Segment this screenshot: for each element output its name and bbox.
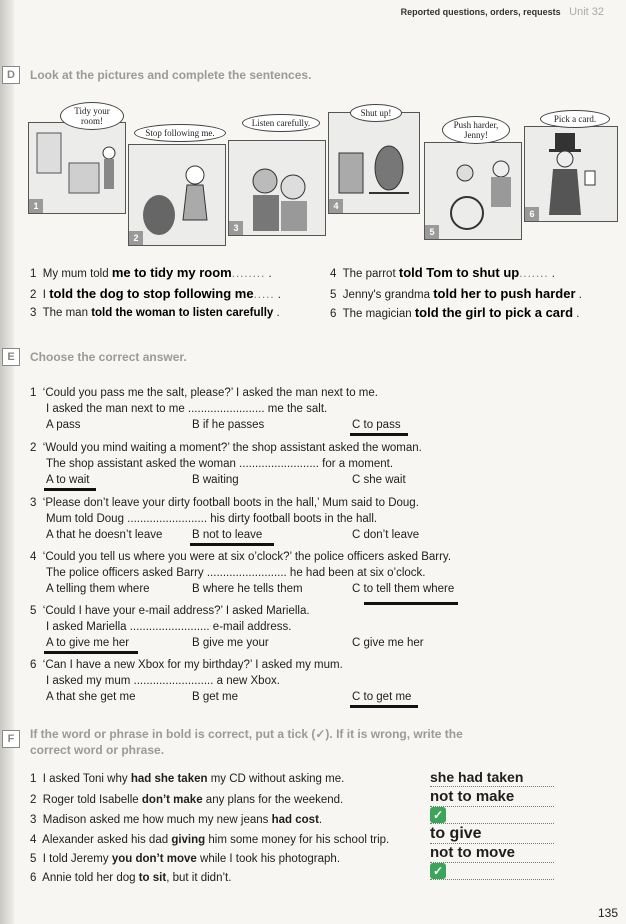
f-item-4: 4 Alexander asked his dad giving him some money for his school trip. [30,834,390,846]
picture-number: 4 [329,199,343,213]
check-icon: ✓ [430,807,446,823]
check-icon: ✓ [430,863,446,879]
e-q5-option-c[interactable]: C give me her [352,637,424,649]
e-q1-prompt: 1 ‘Could you pass me the salt, please?’ I asked the man next to me. [30,387,378,399]
e-q2-sentence: The shop assistant asked the woman ......................... for a moment. [46,458,394,470]
e-q3-answer-underline [190,543,274,546]
e-q3-option-b[interactable]: B not to leave [192,529,263,541]
page-binding-shadow [0,0,14,924]
picture-1 [28,122,126,214]
header-unit: Unit 32 [569,6,604,18]
f-item-6: 6 Annie told her dog to sit, but it didn’t. [30,872,232,884]
section-d-instruction: Look at the pictures and complete the sentences. [30,68,312,82]
picture-number: 3 [229,221,243,235]
f-answer-6[interactable] [430,862,554,880]
d-item-2: 2 I told the dog to stop following me..... . [30,286,281,301]
picture-3 [228,140,326,236]
e-q4-option-c[interactable]: C to tell them where [352,583,455,595]
e-q2-answer-underline [44,488,96,491]
speech-bubble-4: Shut up! [350,104,402,122]
d-item-3: 3 The man told the woman to listen carefully . [30,307,280,319]
e-q6-sentence: I asked my mum ......................... a new Xbox. [46,675,280,687]
e-q6-option-b[interactable]: B get me [192,691,239,703]
f-item-3: 3 Madison asked me how much my new jeans had cost. [30,814,323,826]
section-e-instruction: Choose the correct answer. [30,350,187,364]
e-q1-answer-underline [350,433,408,436]
parrot-illustration [329,113,419,213]
e-q1-option-b[interactable]: B if he passes [192,419,265,431]
e-q5-option-b[interactable]: B give me your [192,637,269,649]
e-q4-answer-underline [364,602,458,605]
d-item-4: 4 The parrot told Tom to shut up....... . [330,265,555,280]
picture-number: 6 [525,207,539,221]
header-title: Reported questions, orders, requests [400,7,561,17]
f-item-2: 2 Roger told Isabelle don’t make any plans for the weekend. [30,794,344,806]
e-q5-prompt: 5 ‘Could I have your e-mail address?’ I asked Mariella. [30,605,310,617]
speech-bubble-6: Pick a card. [540,110,610,128]
f-answer-1[interactable]: she had taken [430,769,554,787]
wheelchair-illustration [425,143,521,239]
e-q4-sentence: The police officers asked Barry ......................... he had been at six o’clock. [46,567,426,579]
f-item-1: 1 I asked Toni why had she taken my CD without asking me. [30,773,345,785]
f-item-5: 5 I told Jeremy you don’t move while I took his photograph. [30,853,341,865]
speech-bubble-5: Push harder, Jenny! [442,116,510,144]
girl-dog-illustration [129,145,225,245]
page-number: 135 [597,906,618,920]
speech-bubble-1: Tidy your room! [60,102,124,130]
d-answer-3: told the woman to listen carefully [91,307,274,319]
e-q2-option-b[interactable]: B waiting [192,474,239,486]
section-f-letter: F [2,730,20,748]
d-answer-5: told her to push harder [433,286,576,301]
e-q3-prompt: 3 ‘Please don’t leave your dirty football boots in the hall,’ Mum said to Doug. [30,497,419,509]
picture-number: 1 [29,199,43,213]
picture-4 [328,112,420,214]
e-q6-prompt: 6 ‘Can I have a new Xbox for my birthday?’ I asked my mum. [30,659,343,671]
speech-bubble-3: Listen carefully. [242,114,320,132]
e-q6-option-a[interactable]: A that she get me [46,691,136,703]
d-answer-4: told Tom to shut up [398,265,520,280]
picture-number: 2 [129,231,143,245]
e-q4-option-a[interactable]: A telling them where [46,583,150,595]
section-f-instruction-1: If the word or phrase in bold is correct, put a tick (✓). If it is wrong, write the [30,727,463,741]
speech-bubble-2: Stop following me. [134,124,226,142]
e-q3-option-c[interactable]: C don’t leave [352,529,420,541]
e-q3-sentence: Mum told Doug ......................... his dirty football boots in the hall. [46,513,378,525]
running-header [401,6,604,18]
section-f-instruction-2: correct word or phrase. [30,743,165,757]
e-q1-sentence: I asked the man next to me ........................ me the salt. [46,403,328,415]
e-q5-sentence: I asked Mariella ......................... e-mail address. [46,621,292,633]
e-q3-option-a[interactable]: A that he doesn’t leave [46,529,163,541]
e-q5-answer-underline [44,651,138,654]
e-q1-option-a[interactable]: A pass [46,419,81,431]
d-answer-2: told the dog to stop following me [49,286,254,301]
e-q6-answer-underline [350,705,418,708]
f-answer-5[interactable]: not to move [430,845,554,863]
section-d-letter: D [2,66,20,84]
picture-number: 5 [425,225,439,239]
picture-5 [424,142,522,240]
d-answer-1: me to tidy my room [111,265,232,280]
e-q4-option-b[interactable]: B where he tells them [192,583,303,595]
e-q2-option-c[interactable]: C she wait [352,474,406,486]
picture-2 [128,144,226,246]
d-item-5: 5 Jenny's grandma told her to push harder . [330,286,582,301]
section-e-letter: E [2,348,20,366]
f-answer-3[interactable] [430,806,554,824]
picture-6 [524,126,618,222]
d-item-6: 6 The magician told the girl to pick a card . [330,305,580,320]
d-item-1: 1 My mum told me to tidy my room........ . [30,265,272,280]
detectives-illustration [229,141,325,235]
e-q2-prompt: 2 ‘Would you mind waiting a moment?’ the shop assistant asked the woman. [30,442,422,454]
e-q2-option-a[interactable]: A to wait [46,474,90,486]
e-q4-prompt: 4 ‘Could you tell us where you were at six o’clock?’ the police officers asked Barry. [30,551,452,563]
f-answer-2[interactable]: not to make [430,789,554,807]
e-q5-option-a[interactable]: A to give me her [46,637,130,649]
d-answer-6: told the girl to pick a card [414,305,574,320]
e-q6-option-c[interactable]: C to get me [352,691,412,703]
e-q1-option-c[interactable]: C to pass [352,419,401,431]
f-answer-4[interactable]: to give [430,826,554,844]
room-illustration [29,123,125,213]
